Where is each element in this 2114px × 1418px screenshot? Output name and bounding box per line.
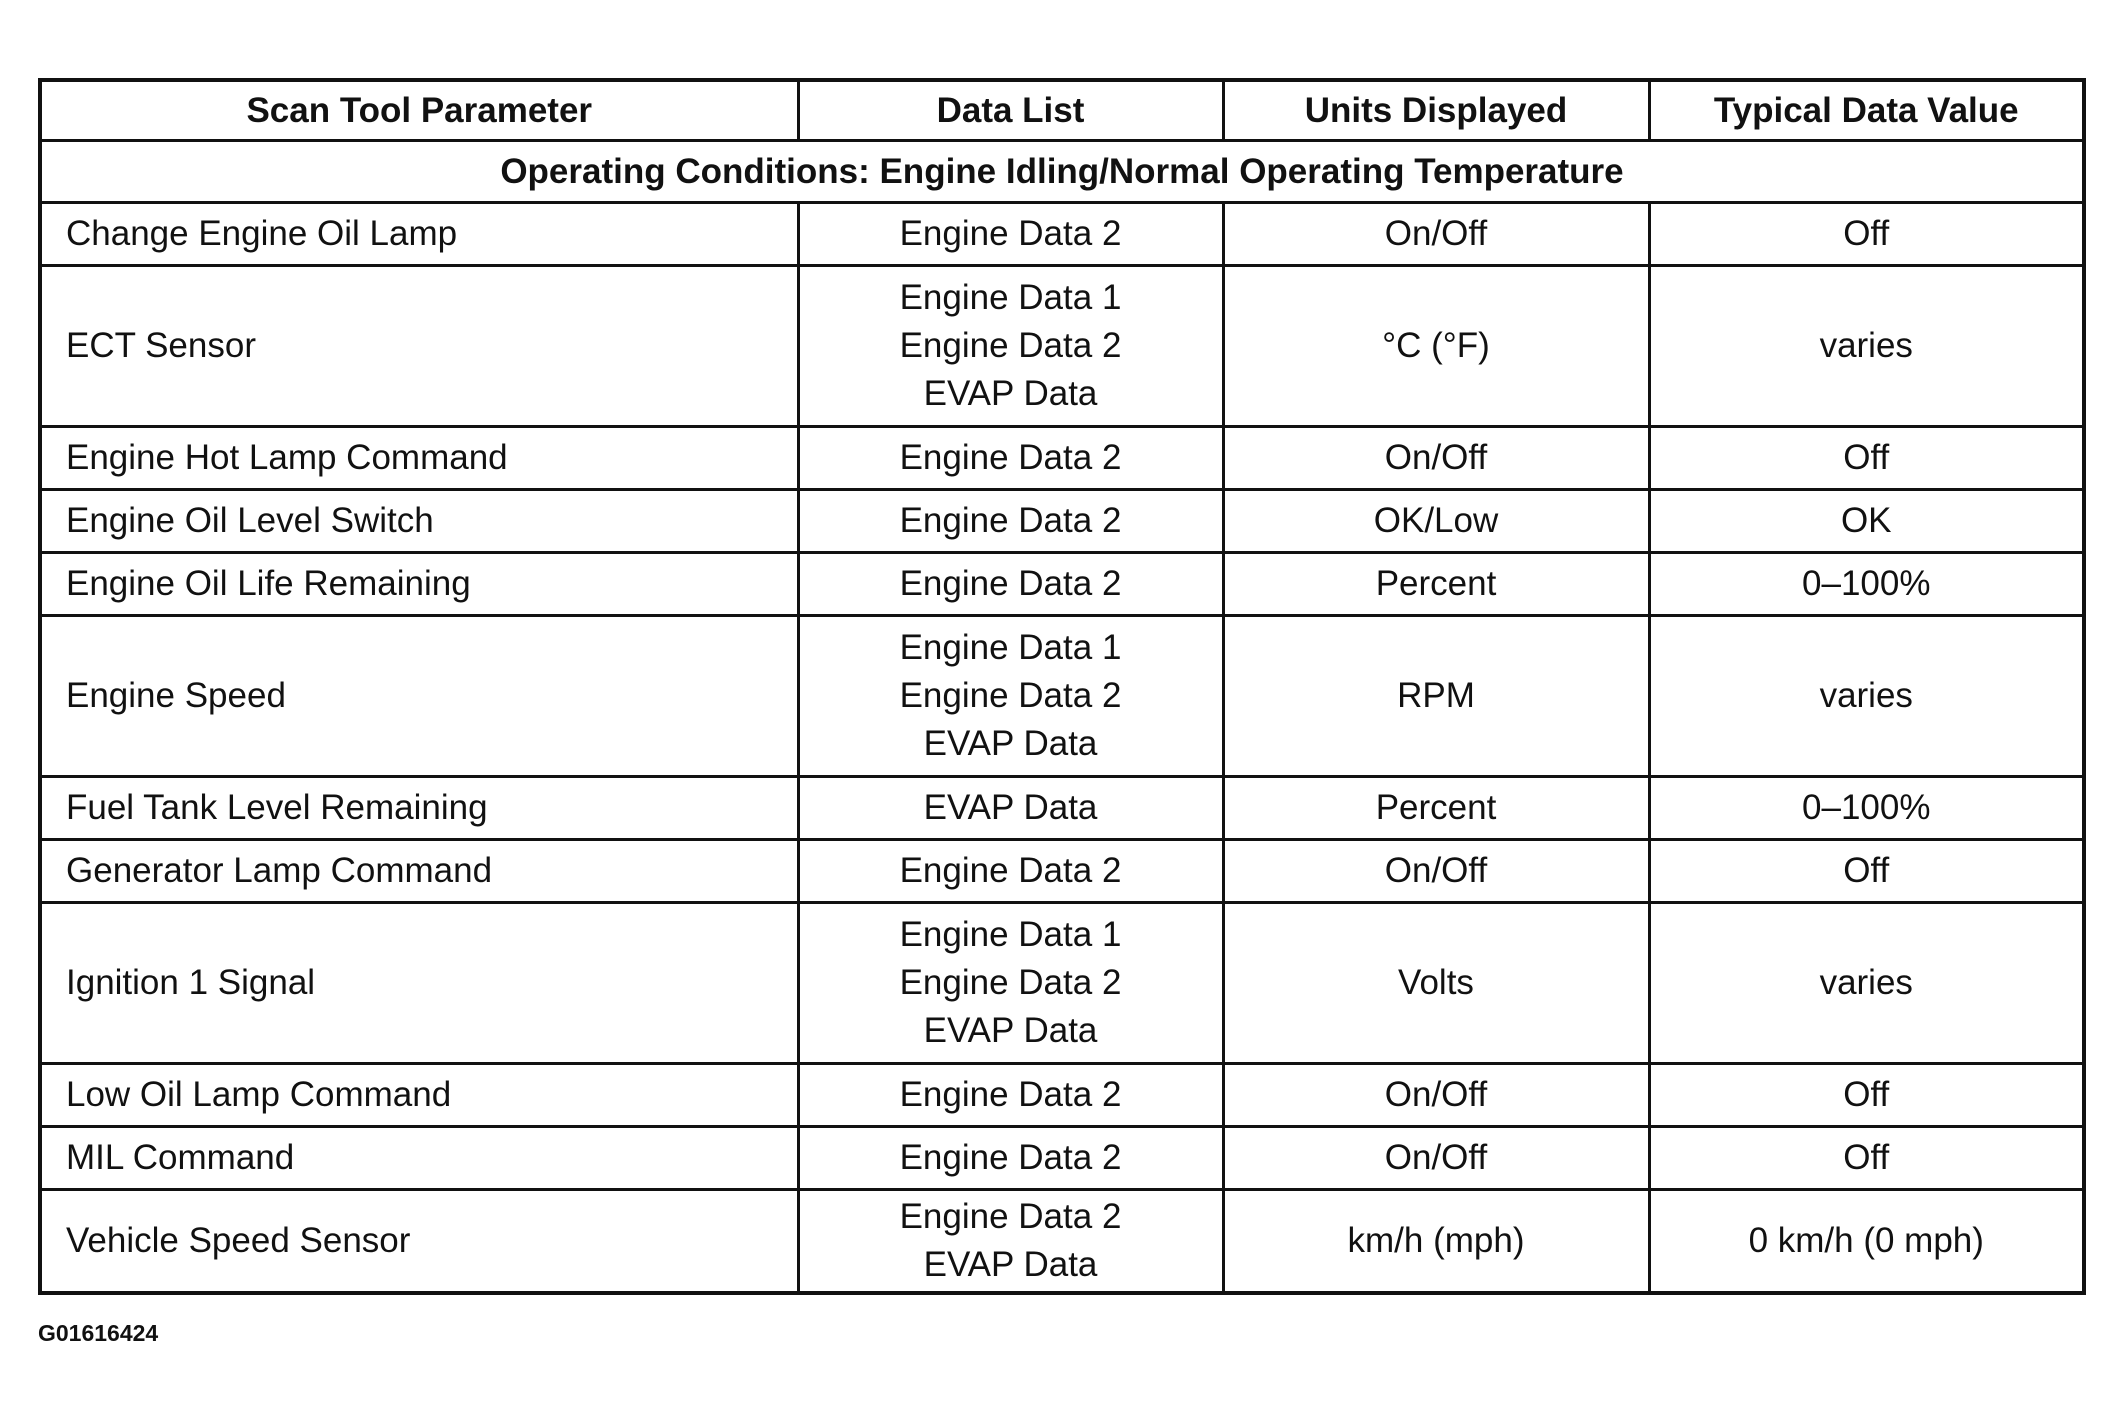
data-list-item: Engine Data 2: [899, 963, 1122, 1002]
header-units-displayed: Units Displayed: [1223, 80, 1649, 141]
parameter-cell: Engine Speed: [40, 616, 798, 777]
table-header-row: [40, 80, 2084, 141]
units-cell: OK/Low: [1223, 490, 1649, 553]
parameter-cell: Engine Oil Level Switch: [40, 490, 798, 553]
data-list-item: Engine Data 1: [899, 628, 1122, 667]
units-cell: On/Off: [1223, 1127, 1649, 1190]
parameter-cell: Vehicle Speed Sensor: [40, 1190, 798, 1294]
data-list-item: Engine Data 2: [899, 676, 1122, 715]
data-list-item: EVAP Data: [923, 1245, 1098, 1284]
typical-value-cell: OK: [1649, 490, 2084, 553]
data-list-item: EVAP Data: [923, 724, 1098, 763]
data-list-cell: [798, 777, 1223, 840]
data-list-item: Engine Data 2: [899, 564, 1122, 603]
table-row: [40, 266, 2084, 427]
units-cell: On/Off: [1223, 1064, 1649, 1127]
parameter-cell: Engine Oil Life Remaining: [40, 553, 798, 616]
typical-value-cell: 0–100%: [1649, 777, 2084, 840]
typical-value-cell: varies: [1649, 616, 2084, 777]
parameter-cell: Ignition 1 Signal: [40, 903, 798, 1064]
data-list-item: Engine Data 2: [899, 1197, 1122, 1236]
section-title: Operating Conditions: Engine Idling/Normal Operating Temperature: [40, 141, 2084, 203]
parameter-cell: ECT Sensor: [40, 266, 798, 427]
units-cell: RPM: [1223, 616, 1649, 777]
table-row: [40, 427, 2084, 490]
data-list-cell: [798, 1190, 1223, 1294]
typical-value-cell: 0–100%: [1649, 553, 2084, 616]
data-list-cell: [798, 1127, 1223, 1190]
table-row: [40, 840, 2084, 903]
table-row: [40, 490, 2084, 553]
typical-value-cell: Off: [1649, 1127, 2084, 1190]
table-row: [40, 1190, 2084, 1294]
data-list-item: EVAP Data: [923, 788, 1098, 827]
data-list-cell: [798, 427, 1223, 490]
table-row: [40, 777, 2084, 840]
table-row: [40, 616, 2084, 777]
data-list-item: Engine Data 2: [899, 438, 1122, 477]
units-cell: Percent: [1223, 777, 1649, 840]
header-typical-data-value: Typical Data Value: [1649, 80, 2084, 141]
parameter-cell: Generator Lamp Command: [40, 840, 798, 903]
data-list-cell: [798, 490, 1223, 553]
data-list-item: Engine Data 1: [899, 915, 1122, 954]
data-list-item: Engine Data 2: [899, 326, 1122, 365]
table-row: [40, 1064, 2084, 1127]
data-list-item: Engine Data 2: [899, 1075, 1122, 1114]
parameter-cell: MIL Command: [40, 1127, 798, 1190]
data-list-cell: [798, 1064, 1223, 1127]
scan-tool-data-sheet: [38, 78, 2082, 1295]
header-data-list: Data List: [798, 80, 1223, 141]
data-list-cell: [798, 553, 1223, 616]
header-scan-tool-parameter: Scan Tool Parameter: [40, 80, 798, 141]
data-list-cell: [798, 616, 1223, 777]
units-cell: km/h (mph): [1223, 1190, 1649, 1294]
data-list-cell: [798, 903, 1223, 1064]
table-body: [40, 141, 2084, 1294]
data-list-item: Engine Data 2: [899, 851, 1122, 890]
table-row: [40, 203, 2084, 266]
table-row: [40, 1127, 2084, 1190]
parameter-cell: Fuel Tank Level Remaining: [40, 777, 798, 840]
typical-value-cell: Off: [1649, 840, 2084, 903]
data-list-cell: [798, 266, 1223, 427]
typical-value-cell: 0 km/h (0 mph): [1649, 1190, 2084, 1294]
typical-value-cell: Off: [1649, 203, 2084, 266]
units-cell: On/Off: [1223, 203, 1649, 266]
data-list-item: Engine Data 2: [899, 214, 1122, 253]
scan-tool-data-table: [38, 78, 2086, 1295]
typical-value-cell: varies: [1649, 903, 2084, 1064]
table-row: [40, 553, 2084, 616]
units-cell: On/Off: [1223, 840, 1649, 903]
figure-code: G01616424: [38, 1320, 159, 1346]
data-list-cell: [798, 203, 1223, 266]
data-list-item: EVAP Data: [923, 1011, 1098, 1050]
parameter-cell: Low Oil Lamp Command: [40, 1064, 798, 1127]
parameter-cell: Engine Hot Lamp Command: [40, 427, 798, 490]
units-cell: °C (°F): [1223, 266, 1649, 427]
section-row: [40, 141, 2084, 203]
units-cell: On/Off: [1223, 427, 1649, 490]
units-cell: Volts: [1223, 903, 1649, 1064]
data-list-item: Engine Data 2: [899, 501, 1122, 540]
parameter-cell: Change Engine Oil Lamp: [40, 203, 798, 266]
data-list-item: Engine Data 2: [899, 1138, 1122, 1177]
data-list-cell: [798, 840, 1223, 903]
typical-value-cell: Off: [1649, 1064, 2084, 1127]
data-list-item: EVAP Data: [923, 374, 1098, 413]
units-cell: Percent: [1223, 553, 1649, 616]
typical-value-cell: Off: [1649, 427, 2084, 490]
table-row: [40, 903, 2084, 1064]
typical-value-cell: varies: [1649, 266, 2084, 427]
data-list-item: Engine Data 1: [899, 278, 1122, 317]
